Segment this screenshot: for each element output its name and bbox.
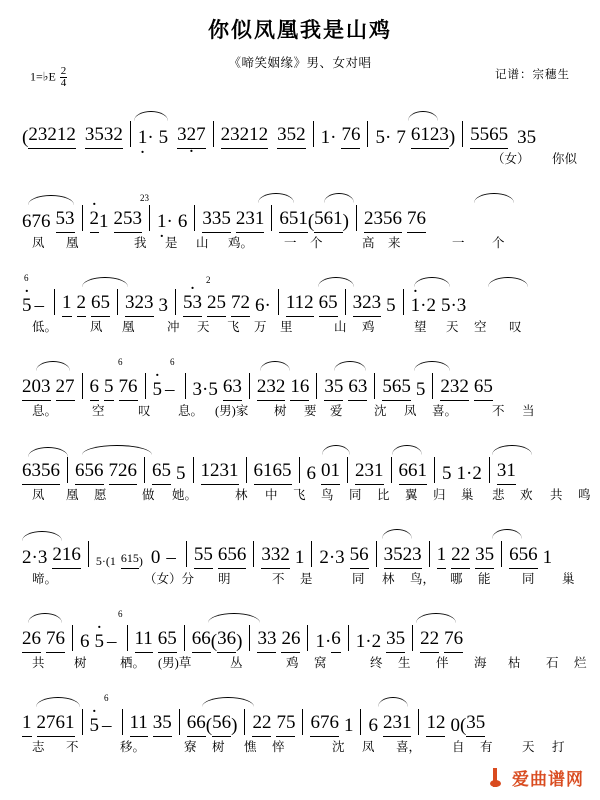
lyric-syllable: （女）分 <box>144 572 195 586</box>
lyric-syllable: 沈 <box>332 740 345 754</box>
staff-row <box>22 523 578 607</box>
lyric-syllable: 一 <box>284 236 297 250</box>
lyric-syllable: 她。 <box>172 488 198 502</box>
lyric-syllable: 凰 <box>66 236 79 250</box>
staff-row <box>22 355 578 439</box>
lyric-syllable: 海 <box>474 656 487 670</box>
lyric-syllable: 寮 <box>184 740 197 754</box>
lyric-syllable: 同 <box>352 572 365 586</box>
lyric-syllable: 凤 <box>90 320 103 334</box>
lyric-syllable: 共 <box>32 656 45 670</box>
lyric-syllable: 鸡 <box>362 320 375 334</box>
lyric-syllable: 悴 <box>272 740 285 754</box>
lyric-syllable: 飞 <box>293 488 306 502</box>
lyric-syllable: 冲 <box>167 320 180 334</box>
lyric-syllable: 自 <box>452 740 465 754</box>
staff-row <box>22 271 578 355</box>
note-line: 26 76 6 · 5 – 11 65 66 ( 36 ) 33 26 1 · 6 1 · 2 35 22 76 6 <box>22 607 578 653</box>
lyric-syllable: 同 <box>349 488 362 502</box>
flat-symbol: ♭ <box>42 69 49 84</box>
lyric-syllable: 高 <box>362 236 375 250</box>
lyric-syllable: 比 <box>377 488 390 502</box>
staff-row <box>22 103 578 187</box>
lyric-syllable: 一 <box>452 236 465 250</box>
lyric-syllable: 喜。 <box>432 404 458 418</box>
site-logo[interactable] <box>490 765 584 790</box>
lyric-syllable: 凰 <box>122 320 135 334</box>
lyric-syllable: 我 <box>134 236 147 250</box>
lyric-syllable: 息。 <box>178 404 204 418</box>
note-line: 676 53 · 2 1 253 1 · · 6 335 231 651 ( 561 ) 2356 76 23 <box>22 187 578 233</box>
lyric-syllable: 欢 <box>520 488 533 502</box>
lyric-line <box>22 737 578 757</box>
lyric-line <box>22 569 578 589</box>
note-line: 1 2761 · 5 – 11 35 66 ( 56 ) 22 75 676 1 6 231 12 0 ( 35 6 <box>22 691 578 737</box>
lyric-syllable: 树 <box>274 404 287 418</box>
lyric-syllable: 林 <box>235 488 248 502</box>
lyric-syllable: 志 <box>32 740 45 754</box>
lyric-syllable: 飞 <box>227 320 240 334</box>
lyric-syllable: （女） <box>492 152 530 166</box>
lyric-syllable: 当 <box>522 404 535 418</box>
lyric-syllable: (男)家 <box>215 404 249 418</box>
lyric-syllable: 望 <box>414 320 427 334</box>
key-label: 1= <box>30 69 43 84</box>
lyric-syllable: 栖。 <box>120 656 146 670</box>
lyric-syllable: 个 <box>492 236 505 250</box>
lyric-syllable: 枯 <box>508 656 521 670</box>
lyric-syllable: 里 <box>280 320 293 334</box>
key-letter: E <box>48 69 56 84</box>
lyric-syllable: 啼。 <box>32 572 58 586</box>
lyric-syllable: 沈 <box>374 404 387 418</box>
page-title: 你似凤凰我是山鸡 <box>208 18 392 42</box>
lyric-line <box>22 485 591 505</box>
meter-numerator: 2 <box>60 65 67 77</box>
lyric-syllable: 共 <box>550 488 563 502</box>
lyric-line <box>22 401 578 421</box>
lyric-syllable: 石 <box>546 656 559 670</box>
note-line: ( 23212 3532 1 · · 5 327 · 23212 352 1 · 76 5 · 7 6123 ) 5565 35 <box>22 103 578 149</box>
lyric-syllable: 窝 <box>314 656 327 670</box>
lyric-line <box>22 653 587 673</box>
lyric-syllable: (男)草 <box>158 656 192 670</box>
lyric-syllable: 是 <box>300 572 313 586</box>
lyric-syllable: 憔 <box>244 740 257 754</box>
lyric-syllable: 悲 <box>492 488 505 502</box>
key-signature <box>30 66 67 89</box>
lyric-syllable: 天 <box>522 740 535 754</box>
note-line: 6356 656 726 65 5 1231 6165 6 01 231 661 5 1 · 2 31 <box>22 439 578 485</box>
lyric-syllable: 凰 <box>66 488 79 502</box>
lyric-syllable: 树 <box>212 740 225 754</box>
lyric-syllable: 鸟 <box>321 488 334 502</box>
lyric-syllable: 不 <box>492 404 505 418</box>
lyric-syllable: 树 <box>74 656 87 670</box>
lyric-syllable: 个 <box>310 236 323 250</box>
lyric-syllable: 鸡。 <box>228 236 254 250</box>
lyric-syllable: 林 <box>382 572 395 586</box>
lyric-syllable: 鸡 <box>286 656 299 670</box>
lyric-syllable: 喜， <box>396 740 422 754</box>
lyric-line <box>22 233 578 253</box>
page-subtitle: 《啼笑姻缘》男、女对唱 <box>228 56 372 70</box>
lyric-syllable: 终 <box>370 656 383 670</box>
lyric-syllable: 鸣 <box>578 488 591 502</box>
sheet-music-page <box>0 14 600 800</box>
staff-row <box>22 607 587 691</box>
lyric-syllable: 要 <box>304 404 317 418</box>
lyric-syllable: 伴 <box>436 656 449 670</box>
lyric-syllable: 凤 <box>362 740 375 754</box>
lyric-syllable: 做 <box>142 488 155 502</box>
lyric-syllable: 凤 <box>32 488 45 502</box>
lyric-line <box>22 149 578 169</box>
lyric-syllable: 叹 <box>138 404 151 418</box>
lyric-syllable: 天 <box>197 320 210 334</box>
staff-row <box>22 439 591 523</box>
lyric-line <box>22 317 578 337</box>
lyric-syllable: 烂 <box>574 656 587 670</box>
lyric-syllable: 同 <box>522 572 535 586</box>
lyric-syllable: 愿 <box>94 488 107 502</box>
lyric-syllable: 巢 <box>461 488 474 502</box>
lyric-syllable: 是 <box>165 236 178 250</box>
lyric-syllable: 息。 <box>32 404 58 418</box>
lyric-syllable: 叹 <box>509 320 522 334</box>
time-signature <box>60 66 68 89</box>
lyric-syllable: 归 <box>433 488 446 502</box>
lyric-syllable: 来 <box>388 236 401 250</box>
lyric-syllable: 凤 <box>404 404 417 418</box>
lyric-syllable: 天 <box>446 320 459 334</box>
note-line: 203 27 6 5 76 · 5 – 3 · 5 63 232 16 35 63 565 5 232 65 6 6 <box>22 355 578 401</box>
lyric-syllable: 中 <box>265 488 278 502</box>
meter-denominator: 4 <box>60 77 67 89</box>
lyric-syllable: 凤 <box>32 236 45 250</box>
lyric-syllable: 哪 <box>450 572 463 586</box>
lyric-syllable: 巢 <box>562 572 575 586</box>
lyric-syllable: 有 <box>480 740 493 754</box>
music-note-icon <box>490 768 507 787</box>
lyric-syllable: 能 <box>478 572 491 586</box>
lyric-syllable: 万 <box>254 320 267 334</box>
lyric-syllable: 翼 <box>405 488 418 502</box>
credit-line: 记谱：宗穗生 <box>495 69 570 81</box>
lyric-syllable: 山 <box>196 236 209 250</box>
note-line: · 5 – 1 2 65 323 3 · 53 25 72 6 · 112 65 323 5 · 1 · 2 5 · 3 6 2 <box>22 271 578 317</box>
lyric-syllable: 爱 <box>330 404 343 418</box>
lyric-syllable: 不 <box>272 572 285 586</box>
note-line: 2 · 3 216 5·(1 615 ) 0 – 55 656 332 1 2 · 3 56 3523 1 22 35 656 1 <box>22 523 578 569</box>
lyric-syllable: 空 <box>92 404 105 418</box>
staff-row <box>22 691 578 775</box>
lyric-syllable: 明 <box>218 572 231 586</box>
lyric-syllable: 丛 <box>230 656 243 670</box>
lyric-syllable: 低。 <box>32 320 58 334</box>
lyric-syllable: 生 <box>398 656 411 670</box>
lyric-syllable: 移。 <box>120 740 146 754</box>
lyric-syllable: 你似 <box>552 152 578 166</box>
lyric-syllable: 鸟， <box>410 572 436 586</box>
lyric-syllable: 空 <box>474 320 487 334</box>
lyric-syllable: 山 <box>334 320 347 334</box>
site-logo-text: 爱曲谱网 <box>512 770 584 789</box>
lyric-syllable: 打 <box>552 740 565 754</box>
staff-row <box>22 187 578 271</box>
lyric-syllable: 不 <box>66 740 79 754</box>
